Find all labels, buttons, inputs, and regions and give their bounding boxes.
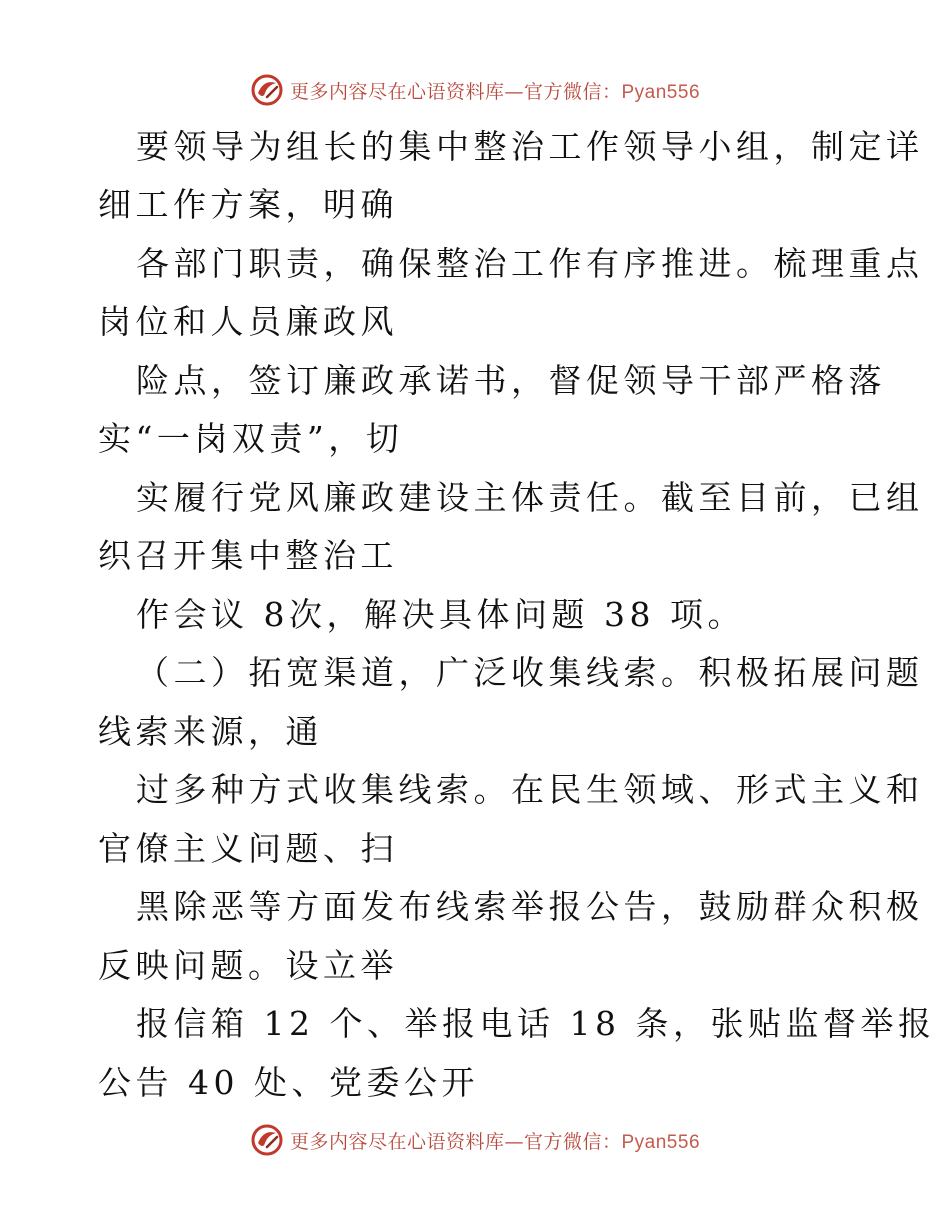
section-heading-line: （二）拓宽渠道，广泛收集线索。积极拓展问题 [136,653,924,692]
wechat-id: Pyan556 [621,81,701,103]
paragraph-line: 织召开集中整治工 [98,536,398,575]
red-swirl-logo-icon [250,1123,284,1157]
paragraph-line: 作会议 8次，解决具体问题 38 项。 [136,595,745,634]
paragraph-line: 各部门职责，确保整治工作有序推进。梳理重点 [136,244,924,283]
footer-watermark-banner [0,1120,950,1160]
paragraph-line: 官僚主义问题、扫 [98,829,398,868]
paragraph-line: 要领导为组长的集中整治工作领导小组，制定详 [136,127,924,166]
wechat-id: Pyan556 [621,1131,701,1153]
paragraph-line: 险点，签订廉政承诺书，督促领导干部严格落 [136,361,886,400]
watermark-text: 更多内容尽在心语资料库—官方微信：Pyan556 [289,1130,701,1153]
paragraph-line: 实“一岗双责”，切 [98,419,404,458]
paragraph-line: 公告 40 处、党委公开 [98,1063,479,1102]
paragraph-line: 细工作方案，明确 [98,185,398,224]
paragraph-line: 实履行党风廉政建设主体责任。截至目前，已组 [136,478,924,517]
paragraph-line: 报信箱 12 个、举报电话 18 条，张贴监督举报 [136,1004,936,1043]
red-swirl-logo-icon [250,73,284,107]
paragraph-line: 岗位和人员廉政风 [98,302,398,341]
paragraph-line: 黑除恶等方面发布线索举报公告，鼓励群众积极 [136,887,924,926]
paragraph-line: 过多种方式收集线索。在民生领域、形式主义和 [136,770,924,809]
header-watermark-banner [0,70,950,110]
paragraph-line: 反映问题。设立举 [98,946,398,985]
paragraph-line: 线索来源，通 [98,712,323,751]
watermark-text: 更多内容尽在心语资料库—官方微信：Pyan556 [289,80,701,103]
